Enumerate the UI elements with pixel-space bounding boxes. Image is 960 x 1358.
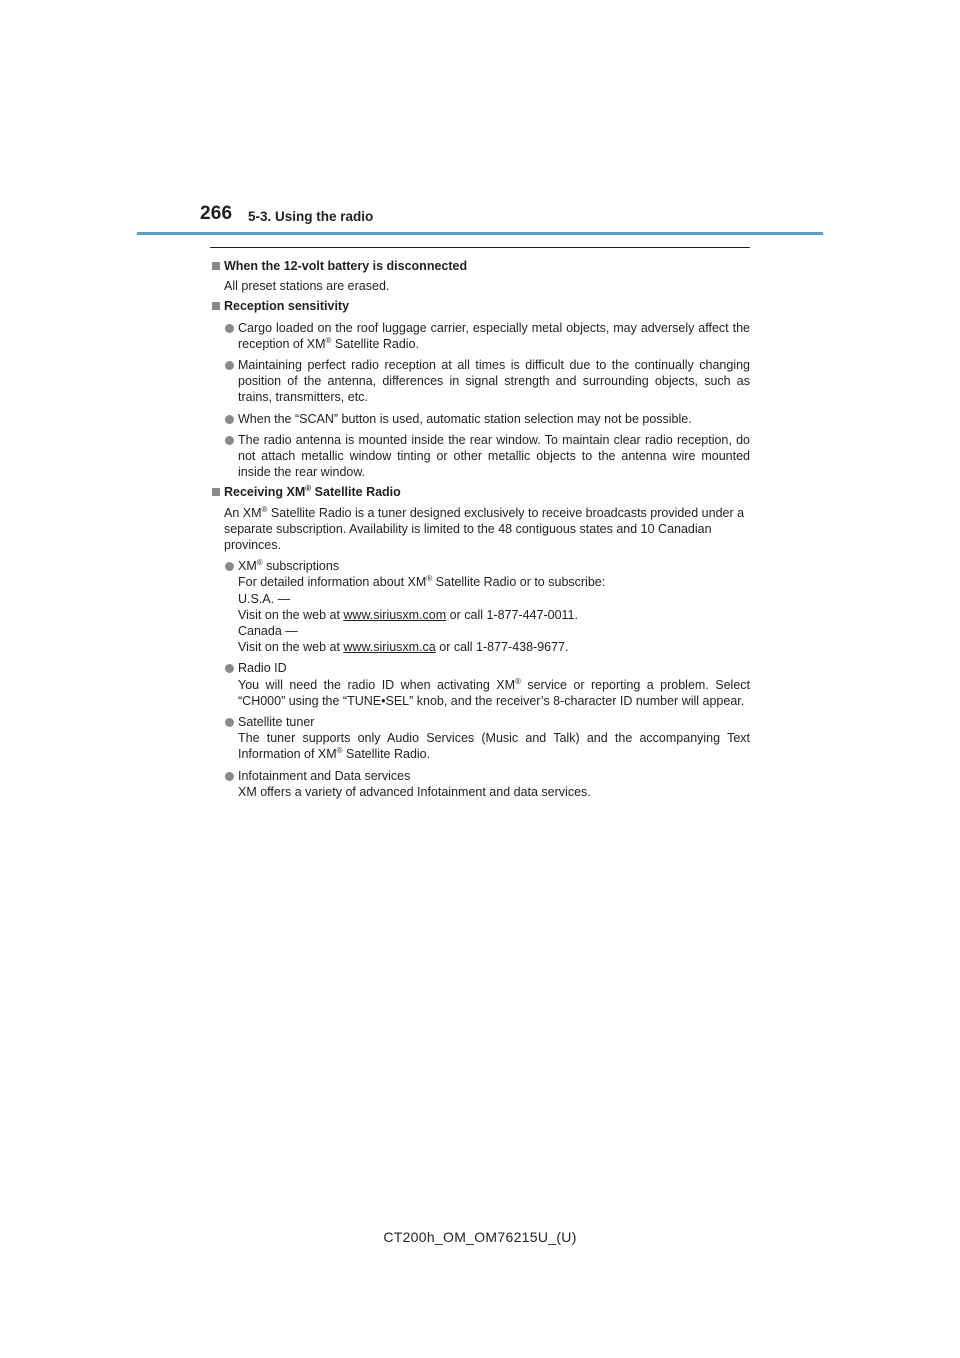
usa-website-link[interactable]: www.siriusxm.com	[343, 607, 447, 622]
reception-cargo-text-a: Cargo loaded on the roof luggage carrier, especially metal objects, may adversely affect the reception of XM	[238, 320, 750, 351]
canada-call-text: or call 1-877-438-9677.	[435, 640, 569, 655]
tuner-text-a: The tuner supports only Audio Services (Music and Talk) and the accompanying Text Information of XM	[238, 731, 750, 762]
reception-bullet-rear-window	[210, 432, 750, 481]
usa-label: U.S.A. —	[238, 591, 291, 606]
battery-heading-text: When the 12-volt battery is disconnected	[224, 259, 468, 273]
battery-heading	[210, 258, 750, 274]
square-bullet-icon	[212, 262, 220, 270]
radio-id-bullet	[210, 660, 750, 709]
radio-id-text-b: service or reporting a problem. Select “CH000” using the “TUNE•SEL” knob, and the receiver’s 8-character ID number will appear.	[238, 677, 750, 708]
reception-cargo-text-b: Satellite Radio.	[331, 336, 420, 351]
usa-contact-line	[238, 607, 750, 623]
square-bullet-icon	[212, 302, 220, 310]
subscriptions-info-line	[238, 574, 750, 590]
receiving-text-b: Satellite Radio is a tuner designed exclusively to receive broadcasts provided under a separate subscription. Availability is limited to the 48 contiguous states and 10 Canadian provinces.	[224, 505, 745, 553]
registered-mark: ®	[515, 676, 521, 686]
reception-rear-window-text: The radio antenna is mounted inside the rear window. To maintain clear radio reception, do not attach metallic window tinting or other metallic objects to the antenna wire mounted inside the rear window.	[238, 432, 750, 480]
reception-scan-text: When the “SCAN” button is used, automatic station selection may not be possible.	[238, 411, 692, 426]
usa-visit-text: Visit on the web at	[238, 607, 344, 622]
subscriptions-title-b: subscriptions	[262, 559, 340, 574]
square-bullet-icon	[212, 488, 220, 496]
canada-contact-line	[238, 639, 750, 655]
reception-bullet-cargo	[210, 320, 750, 352]
round-bullet-icon	[225, 361, 234, 370]
tuner-bullet	[210, 714, 750, 763]
round-bullet-icon	[225, 772, 234, 781]
reception-heading	[210, 298, 750, 314]
header-rule	[137, 232, 823, 235]
infotainment-text: XM offers a variety of advanced Infotainment and data services.	[238, 784, 591, 799]
round-bullet-icon	[225, 436, 234, 445]
tuner-text-b: Satellite Radio.	[342, 747, 431, 762]
reception-heading-text: Reception sensitivity	[224, 299, 350, 314]
document-code: CT200h_OM_OM76215U_(U)	[383, 1229, 577, 1245]
usa-call-text: or call 1-877-447-0011.	[446, 607, 578, 622]
canada-label: Canada —	[238, 624, 298, 639]
subscriptions-bullet	[210, 558, 750, 655]
round-bullet-icon	[225, 562, 234, 571]
registered-mark: ®	[426, 574, 433, 584]
receiving-heading	[210, 484, 750, 500]
round-bullet-icon	[225, 664, 234, 673]
tuner-title: Satellite tuner	[238, 715, 315, 730]
subscriptions-title-a: XM	[238, 559, 257, 574]
radio-id-text-a: You will need the radio ID when activating XM	[238, 677, 515, 692]
infotainment-bullet	[210, 768, 750, 800]
subscriptions-info-b: Satellite Radio or to subscribe:	[432, 575, 606, 590]
radio-id-title: Radio ID	[238, 661, 287, 676]
subscriptions-title	[238, 558, 750, 574]
canada-website-link[interactable]: www.siriusxm.ca	[343, 640, 436, 655]
infotainment-title: Infotainment and Data services	[238, 768, 411, 783]
receiving-heading-text-a: Receiving XM	[224, 485, 306, 500]
registered-mark: ®	[261, 504, 268, 514]
reception-bullet-antenna-position	[210, 357, 750, 406]
receiving-heading-text-b: Satellite Radio	[311, 485, 401, 500]
page-number: 266	[200, 203, 233, 224]
registered-mark: ®	[256, 558, 263, 568]
subscriptions-info-a: For detailed information about XM	[238, 575, 427, 590]
registered-mark: ®	[305, 484, 312, 494]
registered-mark: ®	[325, 335, 332, 345]
round-bullet-icon	[225, 718, 234, 727]
content-rule	[210, 247, 750, 248]
round-bullet-icon	[225, 324, 234, 333]
reception-antenna-position-text: Maintaining perfect radio reception at all times is difficult due to the continually changing position of the antenna, differences in signal strength and surrounding objects, such as trains, transmitters, etc.	[238, 358, 750, 405]
canada-visit-text: Visit on the web at	[238, 640, 344, 655]
page-content	[210, 258, 750, 800]
registered-mark: ®	[336, 746, 343, 756]
receiving-text-a: An XM	[224, 505, 262, 520]
section-title: 5-3. Using the radio	[248, 209, 374, 224]
reception-bullet-scan	[210, 411, 750, 427]
round-bullet-icon	[225, 415, 234, 424]
battery-text: All preset stations are erased.	[224, 279, 390, 294]
receiving-text	[210, 505, 750, 554]
